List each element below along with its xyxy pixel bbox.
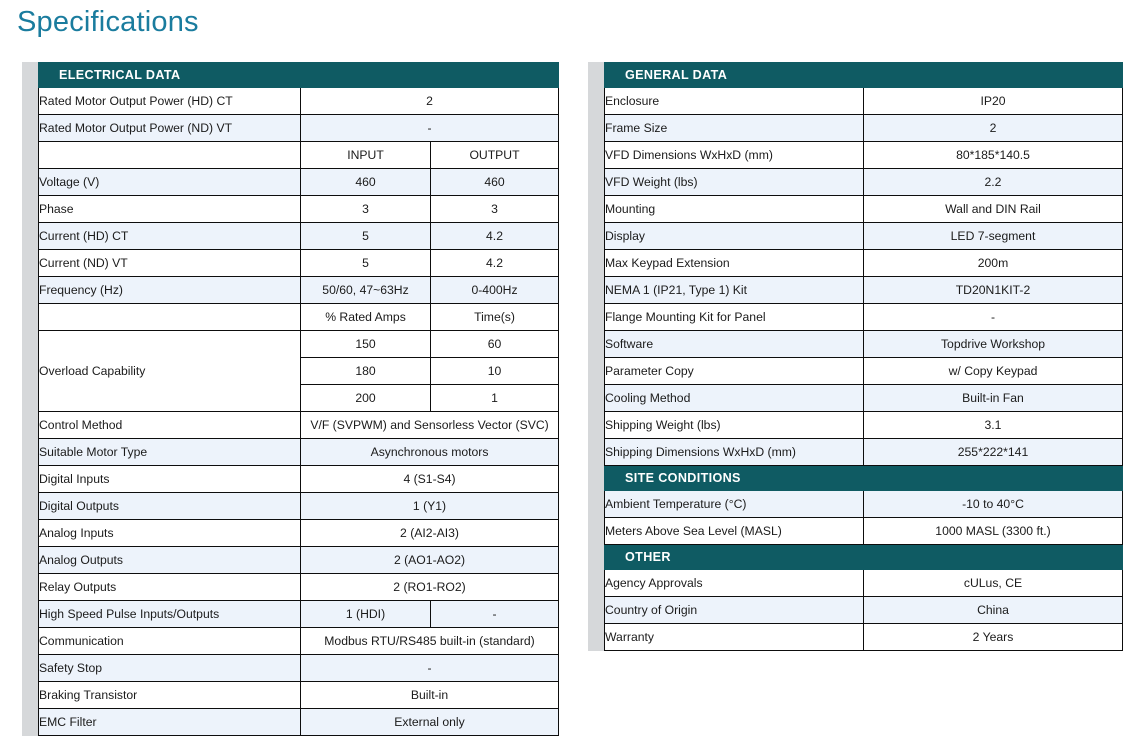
table-row — [39, 88, 559, 115]
table-row — [605, 223, 1123, 250]
section-header-other — [605, 545, 1123, 570]
table-row — [39, 574, 559, 601]
row-label: Communication — [39, 628, 301, 655]
table-row — [39, 628, 559, 655]
row-label: EMC Filter — [39, 709, 301, 736]
row-value-time: 10 — [431, 358, 559, 385]
row-value-output: 460 — [431, 169, 559, 196]
table-row — [605, 570, 1123, 597]
section-header-electrical — [39, 63, 559, 88]
section-header-label: ELECTRICAL DATA — [39, 63, 559, 88]
table-row — [39, 655, 559, 682]
row-label: Flange Mounting Kit for Panel — [605, 304, 864, 331]
row-value: - — [301, 655, 559, 682]
row-label — [39, 304, 301, 331]
table-row — [39, 520, 559, 547]
row-value-input: 3 — [301, 196, 431, 223]
row-value-input: 5 — [301, 250, 431, 277]
table-row — [39, 493, 559, 520]
table-row — [605, 115, 1123, 142]
row-label: Mounting — [605, 196, 864, 223]
row-label: Enclosure — [605, 88, 864, 115]
row-value-input: 5 — [301, 223, 431, 250]
row-label: Software — [605, 331, 864, 358]
section-header-label: OTHER — [605, 545, 1123, 570]
row-value: - — [864, 304, 1123, 331]
row-label: Analog Outputs — [39, 547, 301, 574]
table-row — [39, 115, 559, 142]
row-label: Braking Transistor — [39, 682, 301, 709]
table-row — [39, 466, 559, 493]
row-label: Country of Origin — [605, 597, 864, 624]
table-row-overload — [39, 331, 559, 358]
electrical-data-panel — [22, 62, 558, 736]
row-value-amps: 150 — [301, 331, 431, 358]
row-value-output: 4.2 — [431, 223, 559, 250]
row-value: 2.2 — [864, 169, 1123, 196]
row-value-output: 4.2 — [431, 250, 559, 277]
row-label: Safety Stop — [39, 655, 301, 682]
row-label: Analog Inputs — [39, 520, 301, 547]
row-label: Meters Above Sea Level (MASL) — [605, 518, 864, 545]
row-value: 3.1 — [864, 412, 1123, 439]
table-row — [605, 331, 1123, 358]
row-value: 80*185*140.5 — [864, 142, 1123, 169]
table-row — [39, 439, 559, 466]
table-row — [605, 518, 1123, 545]
row-value: Built-in — [301, 682, 559, 709]
row-value: 2 Years — [864, 624, 1123, 651]
row-label: Shipping Dimensions WxHxD (mm) — [605, 439, 864, 466]
row-value: 2 — [301, 88, 559, 115]
table-row — [39, 412, 559, 439]
row-value: w/ Copy Keypad — [864, 358, 1123, 385]
row-value: 2 — [864, 115, 1123, 142]
row-value: - — [301, 115, 559, 142]
row-value: Built-in Fan — [864, 385, 1123, 412]
row-value-output: 0-400Hz — [431, 277, 559, 304]
row-label: Rated Motor Output Power (ND) VT — [39, 115, 301, 142]
row-value: Modbus RTU/RS485 built-in (standard) — [301, 628, 559, 655]
row-label: Shipping Weight (lbs) — [605, 412, 864, 439]
table-row — [39, 709, 559, 736]
row-value-output: - — [431, 601, 559, 628]
row-value: LED 7-segment — [864, 223, 1123, 250]
row-label: Phase — [39, 196, 301, 223]
row-label: Current (ND) VT — [39, 250, 301, 277]
row-label: Max Keypad Extension — [605, 250, 864, 277]
row-value: 2 (AO1-AO2) — [301, 547, 559, 574]
table-row — [605, 439, 1123, 466]
page-title: Specifications — [17, 6, 199, 38]
row-value: 4 (S1-S4) — [301, 466, 559, 493]
table-row — [39, 196, 559, 223]
row-label: Frame Size — [605, 115, 864, 142]
table-row — [39, 277, 559, 304]
table-row — [605, 491, 1123, 518]
row-label: Current (HD) CT — [39, 223, 301, 250]
table-row — [605, 169, 1123, 196]
row-value: China — [864, 597, 1123, 624]
table-row — [605, 358, 1123, 385]
row-label: Suitable Motor Type — [39, 439, 301, 466]
row-value-time: 60 — [431, 331, 559, 358]
panel-spine-left — [22, 62, 38, 736]
row-value: External only — [301, 709, 559, 736]
electrical-data-table — [38, 62, 559, 736]
table-row — [605, 385, 1123, 412]
row-label: Cooling Method — [605, 385, 864, 412]
row-value: cULus, CE — [864, 570, 1123, 597]
section-header-general — [605, 63, 1123, 88]
row-value-amps: 200 — [301, 385, 431, 412]
row-label: Rated Motor Output Power (HD) CT — [39, 88, 301, 115]
row-label: Voltage (V) — [39, 169, 301, 196]
column-header-input: INPUT — [301, 142, 431, 169]
row-label: Display — [605, 223, 864, 250]
row-value: 2 (AI2-AI3) — [301, 520, 559, 547]
table-row — [605, 250, 1123, 277]
row-label: Relay Outputs — [39, 574, 301, 601]
table-row — [39, 250, 559, 277]
row-value: -10 to 40°C — [864, 491, 1123, 518]
column-header-time: Time(s) — [431, 304, 559, 331]
row-value-input: 460 — [301, 169, 431, 196]
row-label: High Speed Pulse Inputs/Outputs — [39, 601, 301, 628]
row-value: Wall and DIN Rail — [864, 196, 1123, 223]
row-label: Warranty — [605, 624, 864, 651]
table-row — [605, 196, 1123, 223]
row-label: Digital Outputs — [39, 493, 301, 520]
row-value-input: 50/60, 47~63Hz — [301, 277, 431, 304]
column-header-rated-amps: % Rated Amps — [301, 304, 431, 331]
section-header-site-conditions — [605, 466, 1123, 491]
table-row — [605, 88, 1123, 115]
section-header-label: GENERAL DATA — [605, 63, 1123, 88]
row-value-output: 3 — [431, 196, 559, 223]
table-row — [605, 624, 1123, 651]
row-value-input: 1 (HDI) — [301, 601, 431, 628]
row-value: 2 (RO1-RO2) — [301, 574, 559, 601]
row-value-amps: 180 — [301, 358, 431, 385]
row-value: V/F (SVPWM) and Sensorless Vector (SVC) — [301, 412, 559, 439]
row-label-overload: Overload Capability — [39, 331, 301, 412]
table-row — [39, 169, 559, 196]
table-row — [605, 597, 1123, 624]
table-row — [39, 682, 559, 709]
row-value: 255*222*141 — [864, 439, 1123, 466]
column-header-output: OUTPUT — [431, 142, 559, 169]
table-row — [39, 547, 559, 574]
row-value: Topdrive Workshop — [864, 331, 1123, 358]
row-label: Agency Approvals — [605, 570, 864, 597]
row-label: Ambient Temperature (°C) — [605, 491, 864, 518]
section-header-label: SITE CONDITIONS — [605, 466, 1123, 491]
table-row-subheader — [39, 304, 559, 331]
table-row — [39, 223, 559, 250]
table-row — [605, 412, 1123, 439]
row-label: NEMA 1 (IP21, Type 1) Kit — [605, 277, 864, 304]
row-label: Digital Inputs — [39, 466, 301, 493]
row-value-time: 1 — [431, 385, 559, 412]
row-value: Asynchronous motors — [301, 439, 559, 466]
row-value: 1000 MASL (3300 ft.) — [864, 518, 1123, 545]
row-label — [39, 142, 301, 169]
row-value: IP20 — [864, 88, 1123, 115]
general-data-panel — [588, 62, 1123, 651]
table-row — [605, 277, 1123, 304]
row-value: TD20N1KIT-2 — [864, 277, 1123, 304]
row-value: 200m — [864, 250, 1123, 277]
table-row — [39, 601, 559, 628]
table-row-subheader — [39, 142, 559, 169]
row-label: VFD Dimensions WxHxD (mm) — [605, 142, 864, 169]
panel-spine-right — [588, 62, 604, 651]
row-label: Parameter Copy — [605, 358, 864, 385]
table-row — [605, 142, 1123, 169]
general-data-table — [604, 62, 1123, 651]
table-row — [605, 304, 1123, 331]
row-label: VFD Weight (lbs) — [605, 169, 864, 196]
row-label: Control Method — [39, 412, 301, 439]
row-value: 1 (Y1) — [301, 493, 559, 520]
row-label: Frequency (Hz) — [39, 277, 301, 304]
